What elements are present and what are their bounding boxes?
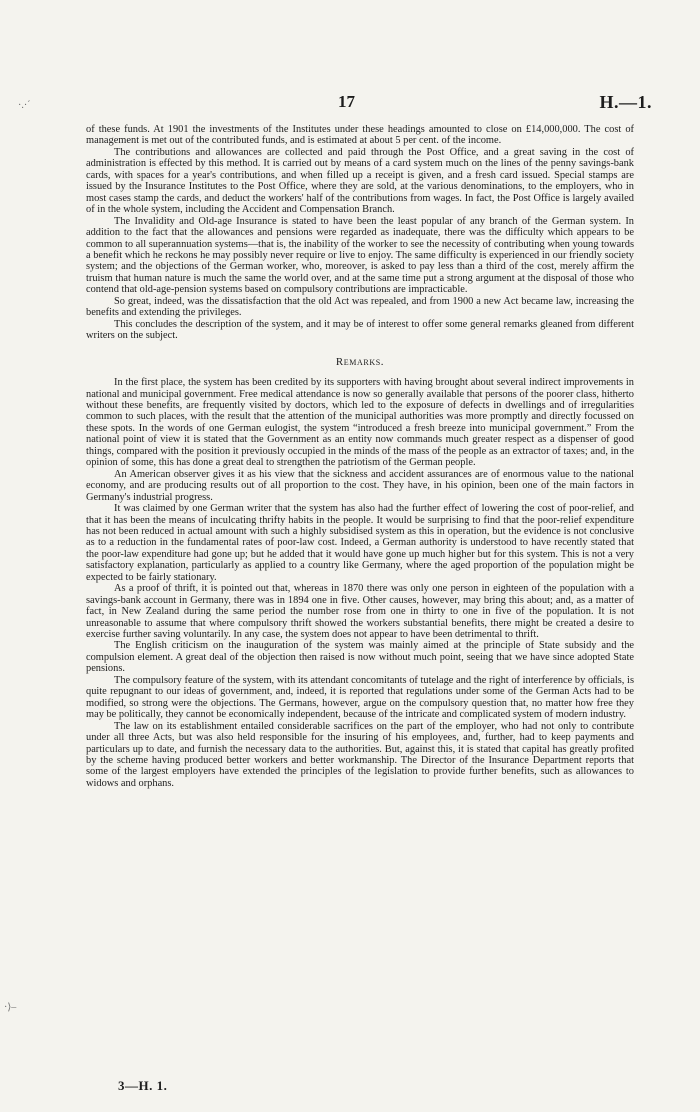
top-section [86, 124, 634, 342]
page-number: 17 [338, 92, 355, 111]
paragraph: The English criticism on the inauguration of the system was mainly aimed at the principle of State subsidy and the compulsion element. A great deal of the objection then raised is now without much point, seeing that we have since adopted State pensions. [86, 640, 634, 675]
paragraph: In the first place, the system has been credited by its supporters with having brought about several indirect improvements in national and municipal government. Free medical attendance is now so generally available that persons of the poorer class, hitherto without these benefits, are frequently visited by doctors, which led to the exposure of defects in dwellings and of irregularities common to such places, with the result that the attention of the municipal authorities was more promptly and directly focussed on these spots. In the words of one German eulogist, the system “introduced a fresh breeze into municipal government.” From the national point of view it is stated that the Government as an entity now commands much greater respect as a dispenser of good things, compared with the position it previously occupied in the minds of the mass of the people as an extractor of taxes; and, in the opinion of some, this has done a great deal to strengthen the patriotism of the German people. [86, 377, 634, 469]
signature-mark: 3—H. 1. [118, 1078, 168, 1093]
remarks-section [86, 377, 634, 789]
section-heading: Remarks. [335, 355, 385, 368]
document-reference: H.—1. [599, 92, 652, 112]
paragraph: The compulsory feature of the system, with its attendant concomitants of tutelage and the right of interference by officials, is quite repugnant to our ideas of government, and, indeed, it is reported that regulations under some of the German Acts had to be modified, so strong were the objections. The Germans, however, argue on the compulsory question that, no matter how free they may be politically, they cannot be economically independent, because of the intricate and complicated system of modern industry. [86, 674, 634, 721]
paragraph: This concludes the description of the system, and it may be of interest to offer some general remarks gleaned from different writers on the subject. [86, 318, 634, 342]
margin-mark: ·.·´ [18, 100, 31, 111]
body-text [86, 124, 634, 789]
paragraph: So great, indeed, was the dissatisfaction that the old Act was repealed, and from 1900 a new Act became law, increasing the benefits and extending the privileges. [86, 295, 634, 319]
paragraph: The contributions and allowances are collected and paid through the Post Office, and a great saving in the cost of administration is effected by this method. It is carried out by means of a card system much on the lines of the penny savings-bank cards, with spaces for a year's contributions, and when filled up a receipt is given, and a fresh card issued. Special stamps are issued by the Insurance Institutes to the Post Office, where they are sold, at the various denominations, to the employers, who in most cases stamp the cards, and deduct the workers' half of the contributions from wages. In fact, the Post Office is largely availed of in the whole system, including the Accident and Compensation Branch. [86, 146, 634, 216]
paragraph: It was claimed by one German writer that the system has also had the further effect of lowering the cost of poor-relief, and that it has been the means of inculcating thrifty habits in the people. It would be surprising to find that the poor-relief expenditure has not been reduced in actual amount with such a highly subsidised system as this in operation, but the evidence is not conclusive as to a reduction in the fundamental rates of poor-law cost. Indeed, a German authority is understood to have recently stated that the poor-law expenditure had gone up; but he added that it would have gone up much higher but for this system. This is not a very satisfactory explanation, particularly as applied to a country like Germany, where the aged proportion of the population might be expected to be fairly stationary. [86, 503, 634, 583]
paragraph: of these funds. At 1901 the investments of the Institutes under these headings amounted to close on £14,000,000. The cost of management is met out of the contributed funds, and is estimated at about 5 per cent. of the income. [86, 124, 634, 147]
paragraph: The Invalidity and Old-age Insurance is stated to have been the least popular of any branch of the German system. In addition to the fact that the allowances and pensions were regarded as inadequate, there was the difficulty which appears to be common to all superannuation systems—that is, the inability of the worker to see the necessity of contributing when young towards a benefit which he reckons he may possibly never require or live to enjoy. The same difficulty is experienced in our friendly society system; and the objections of the German worker, who, moreover, is asked to pay less than a third of the cost, merely affirm the truism that human nature is much the same the world over, and at the same time put a strong argument at the disposal of those who contend that old-age-pension systems based on compulsory contributions are impracticable. [86, 215, 634, 296]
margin-mark: ·⟩– [4, 1002, 17, 1013]
paragraph: The law on its establishment entailed considerable sacrifices on the part of the employer, who had not only to contribute under all three Acts, but was also held responsible for the insuring of his employees, and, further, had to keep payments and particulars up to date, and furnish the necessary data to the authorities. But, against this, it is stated that capital has greatly profited by the scheme having produced better workers and better workmanship. The Director of the Insurance Department reports that some of the largest employers have extended the principles of the legislation to provide further benefits, such as allowances to widows and orphans. [86, 720, 634, 789]
page-header [0, 92, 700, 116]
paragraph: An American observer gives it as his view that the sickness and accident assurances are of enormous value to the national economy, and are producing results out of all proportion to the cost. They have, in his opinion, been one of the main factors in Germany's industrial progress. [86, 468, 634, 503]
paragraph: As a proof of thrift, it is pointed out that, whereas in 1870 there was only one person in eighteen of the population with a savings-bank account in Germany, there was in 1894 one in five. Other causes, however, may bring this about; and, as a matter of fact, in New Zealand during the same period the number rose from one in thirty to one in five of the population. It is not unreasonable to assume that where compulsory thrift showed the workers substantial benefits, there might be created a desire to exercise further saving voluntarily. In any case, the system does not appear to have been detrimental to thrift. [86, 583, 634, 641]
